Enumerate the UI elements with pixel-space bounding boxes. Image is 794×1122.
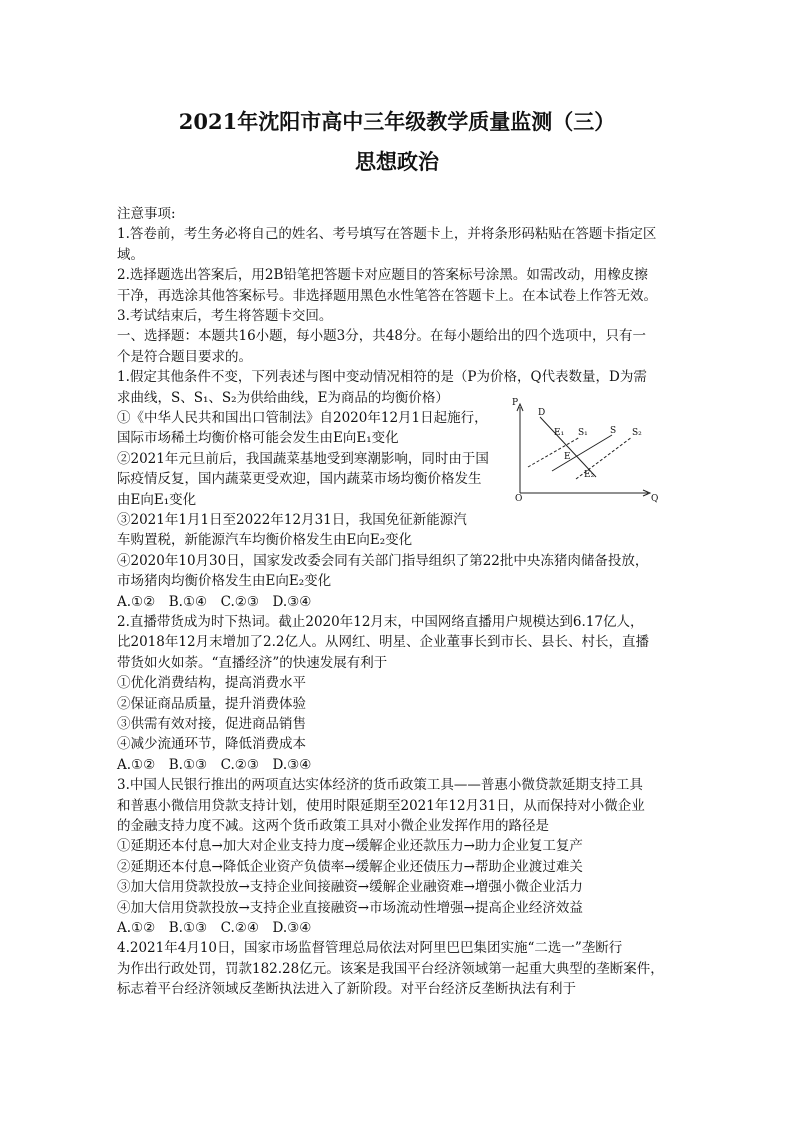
- s2-label: S₂: [632, 428, 642, 438]
- p-label: P: [512, 398, 519, 408]
- subject-title: 思想政治: [355, 149, 439, 174]
- demand-curve: [540, 417, 596, 477]
- text-line: A.①② B.①③ C.②③ D.③④: [117, 756, 312, 773]
- text-line: 带货如火如荼。“直播经济”的快速发展有利于: [117, 654, 388, 671]
- e1-label: E₁: [554, 428, 565, 438]
- text-line: ③供需有效对接，促进商品销售: [117, 716, 306, 732]
- exam-title: 2021年沈阳市高中三年级教学质量监测（三）: [178, 109, 616, 134]
- text-line: 1.假定其他条件不变，下列表述与图中变动情况相符的是（P为价格，Q代表数量，D为需: [117, 369, 647, 386]
- text-line: ①《中华人民共和国出口管制法》自2020年12月1日起施行，: [117, 410, 488, 426]
- text-line: ②延期还本付息→降低企业资产负债率→缓解企业还债压力→帮助企业渡过难关: [117, 858, 583, 875]
- text-line: 标志着平台经济领域反垄断执法进入了新阶段。对平台经济反垄断执法有利于: [117, 981, 576, 998]
- text-line: ②2021年元旦前后，我国蔬菜基地受到寒潮影响，同时由于国: [117, 450, 489, 467]
- text-line: A.①② B.①③ C.②④ D.③④: [117, 920, 312, 936]
- supply-curve-s: [552, 435, 612, 471]
- text-line: ④2020年10月30日，国家发改委会同有关部门指导组织了第22批中央冻猪肉储备投放，: [117, 552, 649, 569]
- text-line: 4.2021年4月10日，国家市场监督管理总局依法对阿里巴巴集团实施“二选一”垄断行: [117, 940, 623, 957]
- q-label: Q: [651, 494, 659, 503]
- text-line: 一、选择题：本题共16小题，每小题3分，共48分。在每小题给出的四个选项中，只有一: [117, 328, 646, 345]
- d-label: D: [538, 408, 546, 418]
- text-line: ②保证商品质量，提升消费体验: [117, 695, 306, 712]
- s-label: S: [610, 426, 617, 436]
- s1-label: S₁: [578, 428, 588, 438]
- text-line: ③2021年1月1日至2022年12月31日，我国免征新能源汽: [117, 512, 467, 528]
- text-line: ④加大信用贷款投放→支持企业直接融资→市场流动性增强→提高企业经济效益: [117, 899, 583, 916]
- supply-demand-graph: [512, 393, 662, 503]
- text-line: 3.中国人民银行推出的两项直达实体经济的货币政策工具——普惠小微贷款延期支持工具: [117, 777, 643, 794]
- text-line: 2.直播带货成为时下热词。截止2020年12月末，中国网络直播用户规模达到6.17亿人，: [117, 614, 644, 630]
- text-line: 2.选择题选出答案后，用2B铅笔把答题卡对应题目的答案标号涂黑。如需改动，用橡皮擦: [117, 267, 648, 284]
- text-line: 和普惠小微信用贷款支持计划，使用时限延期至2021年12月31日，从而保持对小微企业: [117, 797, 645, 814]
- text-line: 为作出行政处罚，罚款182.28亿元。该案是我国平台经济领域第一起重大典型的垄断案件，: [117, 960, 664, 977]
- text-line: 际疫情反复，国内蔬菜更受欢迎，国内蔬菜市场均衡价格发生: [117, 471, 482, 488]
- text-line: 个是符合题目要求的。: [117, 348, 252, 365]
- text-line: ③加大信用贷款投放→支持企业间接融资→缓解企业融资难→增强小微企业活力: [117, 879, 583, 896]
- text-line: 车购置税，新能源汽车均衡价格发生由E向E₂变化: [117, 532, 413, 549]
- text-line: 求曲线，S、S₁、S₂为供给曲线，E为商品的均衡价格）: [117, 389, 449, 406]
- text-line: 域。: [117, 246, 144, 263]
- o-label: O: [515, 494, 523, 503]
- text-line: 由E向E₁变化: [117, 491, 197, 508]
- text-line: 干净，再选涂其他答案标号。非选择题用黑色水性笔答在答题卡上。在本试卷上作答无效。: [117, 287, 657, 304]
- text-line: ④减少流通环节，降低消费成本: [117, 736, 306, 753]
- e2-label: E₂: [584, 470, 595, 480]
- text-line: 的金融支持力度不减。这两个货币政策工具对小微企业发挥作用的路径是: [117, 818, 549, 834]
- text-line: 注意事项:: [117, 206, 176, 222]
- text-line: 1.答卷前，考生务必将自己的姓名、考号填写在答题卡上，并将条形码粘贴在答题卡指定区: [117, 226, 657, 243]
- text-line: A.①② B.①④ C.②③ D.③④: [117, 593, 312, 610]
- text-line: 比2018年12月末增加了2.2亿人。从网红、明星、企业董事长到市长、县长、村长，直播: [117, 634, 650, 651]
- e-label: E: [564, 452, 571, 462]
- text-line: ①优化消费结构，提高消费水平: [117, 675, 306, 692]
- text-line: 国际市场稀土均衡价格可能会发生由E向E₁变化: [117, 430, 399, 447]
- text-line: 3.考试结束后，考生将答题卡交回。: [117, 308, 333, 324]
- text-line: ①延期还本付息→加大对企业支持力度→缓解企业还款压力→助力企业复工复产: [117, 838, 583, 855]
- text-line: 市场猪肉均衡价格发生由E向E₂变化: [117, 573, 332, 590]
